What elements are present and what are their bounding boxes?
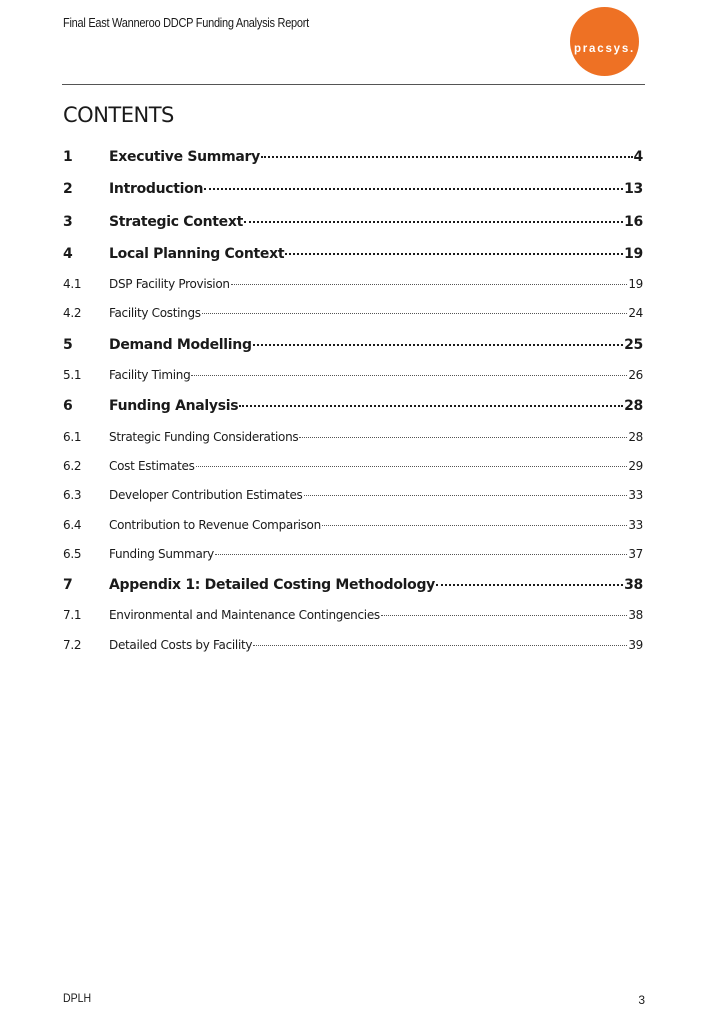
toc-entry-title[interactable]: Facility Costings [109, 306, 201, 321]
toc-dot-leader [253, 344, 623, 346]
toc-entry-page[interactable]: 29 [628, 458, 643, 473]
toc-entry[interactable] [63, 485, 643, 514]
toc-entry-number: 2 [63, 181, 73, 198]
toc-dot-leader [261, 156, 633, 158]
toc-dot-leader [304, 495, 628, 496]
toc-entry-title[interactable]: Contribution to Revenue Comparison [109, 517, 321, 532]
header-divider [62, 84, 645, 85]
contents-title: CONTENTS [63, 103, 174, 127]
toc-entry-number: 6.4 [63, 517, 82, 532]
toc-entry-title[interactable]: Strategic Funding Considerations [109, 429, 299, 444]
footer-organisation: DPLH [63, 991, 92, 1005]
toc-entry[interactable] [63, 274, 643, 303]
toc-entry-title[interactable]: Demand Modelling [109, 336, 252, 353]
toc-entry-number: 6 [63, 398, 73, 415]
toc-dot-leader [244, 221, 623, 223]
toc-entry[interactable] [63, 394, 643, 426]
toc-entry-page[interactable]: 26 [628, 368, 643, 383]
toc-entry-number: 6.5 [63, 546, 82, 561]
toc-entry-title[interactable]: Local Planning Context [109, 245, 285, 262]
table-of-contents [63, 145, 643, 664]
toc-entry-title[interactable]: Facility Timing [109, 368, 191, 383]
toc-entry[interactable] [63, 242, 643, 274]
toc-dot-leader [239, 405, 623, 407]
toc-entry[interactable] [63, 515, 643, 544]
footer-page-number: 3 [638, 993, 645, 1007]
toc-entry[interactable] [63, 177, 643, 209]
toc-entry-page[interactable]: 13 [624, 181, 643, 198]
toc-entry-title[interactable]: Funding Analysis [109, 398, 239, 415]
toc-entry-page[interactable]: 33 [628, 488, 643, 503]
toc-entry-title[interactable]: DSP Facility Provision [109, 277, 230, 292]
toc-entry[interactable] [63, 544, 643, 573]
toc-dot-leader [322, 525, 627, 526]
toc-entry-title[interactable]: Strategic Context [109, 213, 243, 230]
toc-entry-page[interactable]: 4 [633, 149, 643, 165]
header-title: Final East Wanneroo DDCP Funding Analysis Report [63, 16, 309, 30]
toc-entry-number: 6.1 [63, 429, 82, 444]
toc-dot-leader [285, 253, 623, 255]
toc-entry-title[interactable]: Cost Estimates [109, 458, 195, 473]
toc-entry-page[interactable]: 19 [628, 277, 643, 292]
toc-entry-page[interactable]: 25 [624, 336, 643, 353]
toc-entry-title[interactable]: Executive Summary [109, 149, 260, 165]
toc-entry-page[interactable]: 28 [624, 398, 643, 415]
toc-entry-title[interactable]: Environmental and Maintenance Contingencies [109, 608, 380, 623]
toc-entry[interactable] [63, 333, 643, 365]
logo-text: pracsys. [573, 42, 636, 55]
toc-entry-page[interactable]: 28 [628, 429, 643, 444]
toc-entry-number: 6.2 [63, 458, 82, 473]
toc-entry-page[interactable]: 16 [624, 213, 643, 230]
toc-entry-page[interactable]: 37 [628, 546, 643, 561]
pracsys-logo [570, 7, 639, 76]
toc-entry-number: 7 [63, 577, 73, 594]
toc-dot-leader [253, 645, 627, 646]
toc-entry-page[interactable]: 39 [628, 637, 643, 652]
toc-entry-title[interactable]: Detailed Costs by Facility [109, 637, 253, 652]
toc-entry[interactable] [63, 365, 643, 394]
toc-entry-title[interactable]: Funding Summary [109, 546, 214, 561]
toc-entry[interactable] [63, 605, 643, 634]
toc-entry[interactable] [63, 427, 643, 456]
toc-entry[interactable] [63, 303, 643, 332]
toc-dot-leader [231, 284, 628, 285]
toc-entry-page[interactable]: 38 [628, 608, 643, 623]
toc-entry-number: 7.2 [63, 637, 82, 652]
toc-entry[interactable] [63, 210, 643, 242]
toc-entry-number: 4.1 [63, 277, 82, 292]
toc-entry-title[interactable]: Introduction [109, 181, 204, 198]
toc-dot-leader [202, 313, 628, 314]
toc-dot-leader [215, 554, 627, 555]
toc-dot-leader [204, 188, 623, 190]
toc-entry-number: 5 [63, 336, 73, 353]
toc-entry[interactable] [63, 635, 643, 664]
toc-entry-number: 4.2 [63, 306, 82, 321]
toc-entry-page[interactable]: 33 [628, 517, 643, 532]
toc-entry-number: 7.1 [63, 608, 82, 623]
toc-entry-number: 6.3 [63, 488, 82, 503]
toc-entry[interactable] [63, 573, 643, 605]
toc-entry-number: 1 [63, 149, 73, 165]
toc-dot-leader [299, 437, 627, 438]
toc-entry-title[interactable]: Appendix 1: Detailed Costing Methodology [109, 577, 436, 594]
toc-dot-leader [436, 584, 623, 586]
toc-entry-page[interactable]: 24 [628, 306, 643, 321]
toc-entry[interactable] [63, 145, 643, 177]
toc-entry[interactable] [63, 456, 643, 485]
toc-dot-leader [191, 375, 627, 376]
toc-entry-number: 5.1 [63, 368, 82, 383]
toc-entry-title[interactable]: Developer Contribution Estimates [109, 488, 303, 503]
toc-entry-page[interactable]: 19 [624, 245, 643, 262]
toc-entry-number: 4 [63, 245, 73, 262]
toc-dot-leader [381, 615, 627, 616]
toc-dot-leader [196, 466, 628, 467]
toc-entry-page[interactable]: 38 [624, 577, 643, 594]
toc-entry-number: 3 [63, 213, 73, 230]
